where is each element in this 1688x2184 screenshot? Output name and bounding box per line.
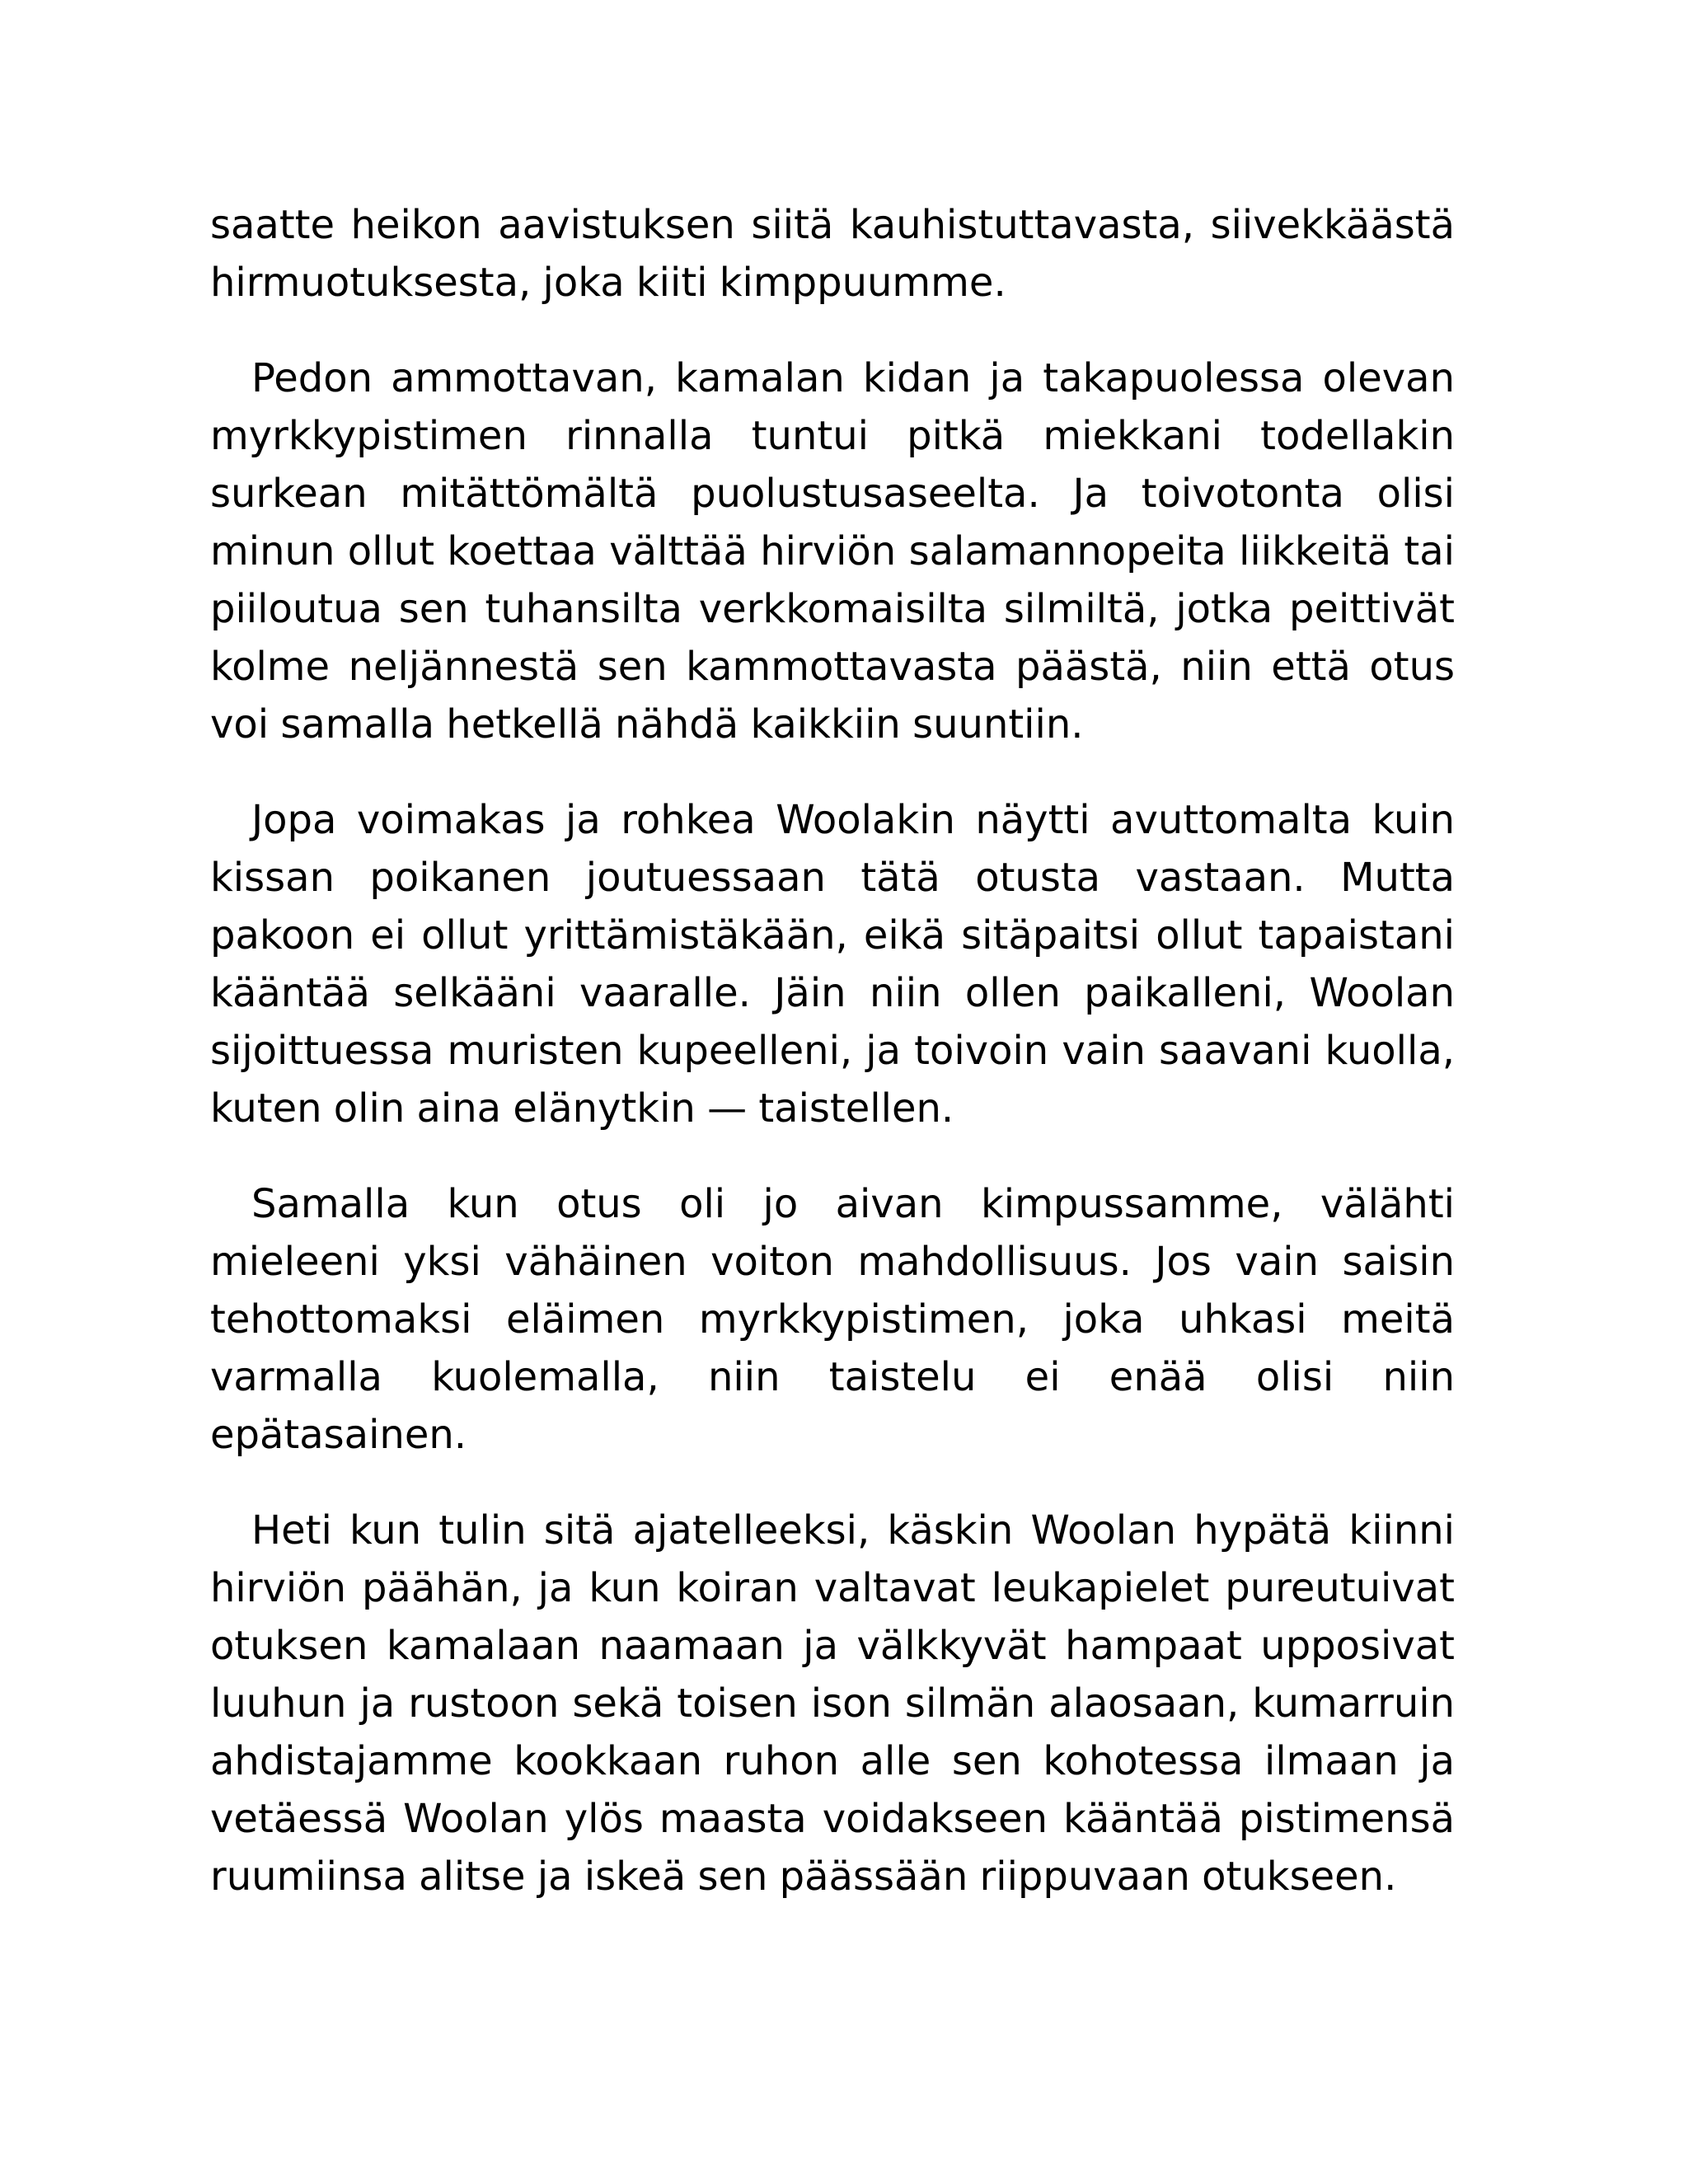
paragraph-4: Samalla kun otus oli jo aivan kimpussamme, välähti mieleeni yksi vähäinen voiton mahdollisuus. Jos vain saisin tehottomaksi eläimen myrkkypistimen, joka uhkasi meitä varmalla kuolemalla, niin taistelu ei enää olisi niin epätasainen. [210,1181,1455,1458]
paragraph-2: Pedon ammottavan, kamalan kidan ja takapuolessa olevan myrkkypistimen rinnalla tuntui pitkä miekkani todellakin surkean mitättömältä puolustusaseelta. Ja toivotonta olisi minun ollut koettaa välttää hirviön salamannopeita liikkeitä tai piiloutua sen tuhansilta verkkomaisilta silmiltä, jotka peittivät kolme neljännestä sen kammottavasta päästä, niin että otus voi samalla hetkellä nähdä kaikkiin suuntiin. [210,355,1455,748]
book-page [210,196,1455,1943]
paragraph-3: Jopa voimakas ja rohkea Woolakin näytti avuttomalta kuin kissan poikanen joutuessaan tätä otusta vastaan. Mutta pakoon ei ollut yrittämistäkään, eikä sitäpaitsi ollut tapaistani kääntää selkääni vaaralle. Jäin niin ollen paikalleni, Woolan sijoittuessa muristen kupeelleni, ja toivoin vain saavani kuolla, kuten olin aina elänytkin — taistellen. [210,797,1455,1132]
paragraph-1: saatte heikon aavistuksen siitä kauhistuttavasta, siivekkäästä hirmuotuksesta, joka kiiti kimppuumme. [210,202,1455,306]
paragraph-5: Heti kun tulin sitä ajatelleeksi, käskin Woolan hypätä kiinni hirviön päähän, ja kun koiran valtavat leukapielet pureutuivat otuksen kamalaan naamaan ja välkkyvät hampaat upposivat luuhun ja rustoon sekä toisen ison silmän alaosaan, kumarruin ahdistajamme kookkaan ruhon alle sen kohotessa ilmaan ja vetäessä Woolan ylös maasta voidakseen kääntää pistimensä ruumiinsa alitse ja iskeä sen päässään riippuvaan otukseen. [210,1507,1455,1900]
